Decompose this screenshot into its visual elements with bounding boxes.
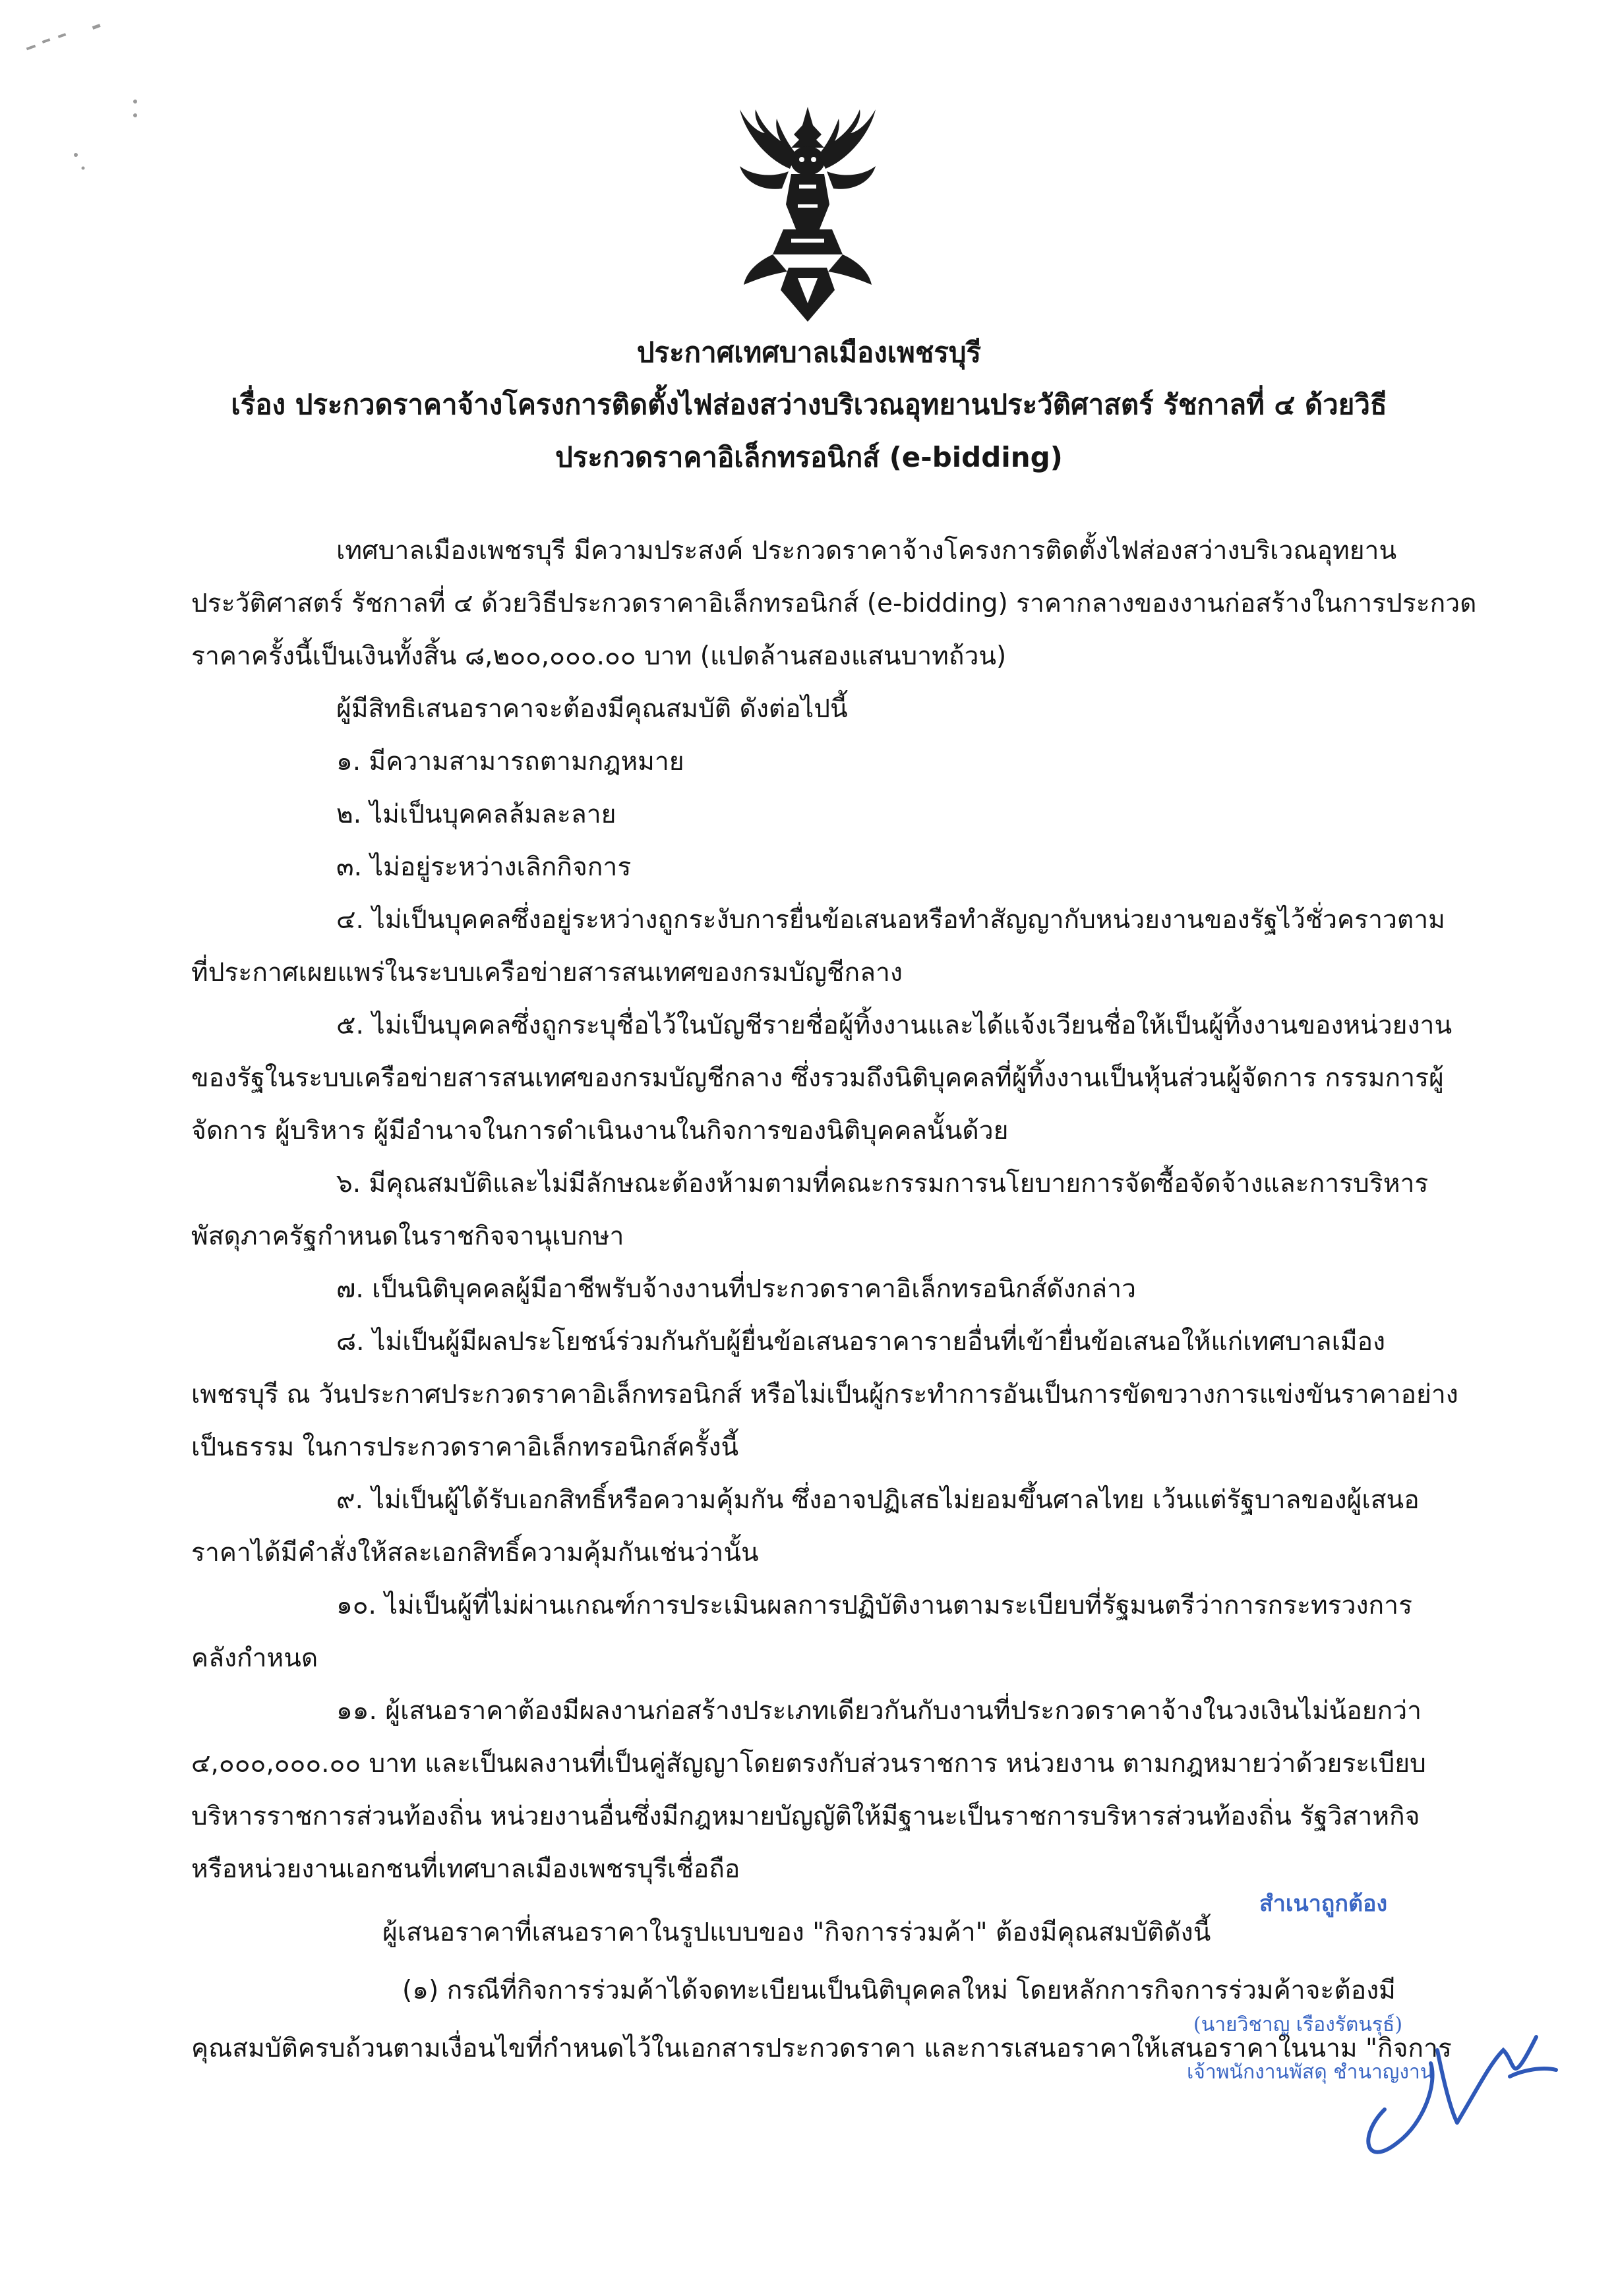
body-line: ราคาได้มีคำสั่งให้สละเอกสิทธิ์ความคุ้มกันเช่นว่านั้น bbox=[191, 1538, 759, 1568]
stamp-position: เจ้าพนักงานพัสดุ ชำนาญงาน bbox=[1187, 2061, 1434, 2084]
stamp-name: (นายวิชาญ เรืองรัตนรุธ์) bbox=[1193, 2013, 1403, 2036]
body-line: ที่ประกาศเผยแพร่ในระบบเครือข่ายสารสนเทศของกรมบัญชีกลาง bbox=[191, 958, 903, 987]
body-line: ผู้เสนอราคาที่เสนอราคาในรูปแบบของ "กิจการร่วมค้า" ต้องมีคุณสมบัติดังนี้ bbox=[382, 1918, 1211, 1947]
list-item: ๓. ไม่อยู่ระหว่างเลิกกิจการ bbox=[336, 852, 632, 882]
body-line: พัสดุภาครัฐกำหนดในราชกิจจานุเบกษา bbox=[191, 1222, 624, 1251]
body-line: เป็นธรรม ในการประกวดราคาอิเล็กทรอนิกส์ครั้งนี้ bbox=[191, 1432, 739, 1462]
body-line: ประวัติศาสตร์ รัชกาลที่ ๔ ด้วยวิธีประกวดราคาอิเล็กทรอนิกส์ (e-bidding) ราคากลางของงานก่อสร้างในการประกวด bbox=[191, 589, 1477, 618]
list-item: ๑๑. ผู้เสนอราคาต้องมีผลงานก่อสร้างประเภทเดียวกันกับงานที่ประกวดราคาจ้างในวงเงินไม่น้อยกว่า bbox=[336, 1696, 1422, 1726]
list-item: ๖. มีคุณสมบัติและไม่มีลักษณะต้องห้ามตามที่คณะกรรมการนโยบายการจัดซื้อจัดจ้างและการบริหาร bbox=[336, 1169, 1429, 1198]
body-line: คุณสมบัติครบถ้วนตามเงื่อนไขที่กำหนดไว้ในเอกสารประกวดราคา และการเสนอราคาให้เสนอราคาในนาม "กิจการ bbox=[191, 2034, 1452, 2063]
list-item: ๑. มีความสามารถตามกฎหมาย bbox=[336, 747, 684, 777]
body-line: เทศบาลเมืองเพชรบุรี มีความประสงค์ ประกวดราคาจ้างโครงการติดตั้งไฟส่องสว่างบริเวณอุทยาน bbox=[336, 536, 1397, 566]
body-line: จัดการ ผู้บริหาร ผู้มีอำนาจในการดำเนินงานในกิจการของนิติบุคคลนั้นด้วย bbox=[191, 1116, 1009, 1146]
issuer-title: ประกาศเทศบาลเมืองเพชรบุรี bbox=[636, 336, 982, 368]
list-item: ๑๐. ไม่เป็นผู้ที่ไม่ผ่านเกณฑ์การประเมินผลการปฏิบัติงานตามระเบียบที่รัฐมนตรีว่าการกระทรวงการ bbox=[336, 1591, 1413, 1620]
list-item: ๗. เป็นนิติบุคคลผู้มีอาชีพรับจ้างงานที่ประกวดราคาอิเล็กทรอนิกส์ดังกล่าว bbox=[336, 1274, 1136, 1304]
list-item: ๙. ไม่เป็นผู้ได้รับเอกสิทธิ์หรือความคุ้มกัน ซึ่งอาจปฏิเสธไม่ยอมขึ้นศาลไทย เว้นแต่รัฐบาลของผู้เสนอ bbox=[336, 1485, 1420, 1515]
certified-stamp: สำเนาถูกต้อง bbox=[1259, 1891, 1388, 1917]
body-line: หรือหน่วยงานเอกชนที่เทศบาลเมืองเพชรบุรีเชื่อถือ bbox=[191, 1854, 740, 1884]
list-item: ๒. ไม่เป็นบุคคลล้มละลาย bbox=[336, 800, 616, 829]
body-line: ของรัฐในระบบเครือข่ายสารสนเทศของกรมบัญชีกลาง ซึ่งรวมถึงนิติบุคคลที่ผู้ทิ้งงานเป็นหุ้นส่วนผู้จัดการ กรรมการผู้ bbox=[191, 1063, 1444, 1093]
list-item: (๑) กรณีที่กิจการร่วมค้าได้จดทะเบียนเป็นนิติบุคคลใหม่ โดยหลักการกิจการร่วมค้าจะต้องมี bbox=[402, 1976, 1396, 2005]
list-item: ๕. ไม่เป็นบุคคลซึ่งถูกระบุชื่อไว้ในบัญชีรายชื่อผู้ทิ้งงานและได้แจ้งเวียนชื่อให้เป็นผู้ทิ้งงานของหน่วยงาน bbox=[336, 1011, 1453, 1040]
subject-line-2: ประกวดราคาอิเล็กทรอนิกส์ (e-bidding) bbox=[555, 441, 1063, 473]
list-item: ๘. ไม่เป็นผู้มีผลประโยชน์ร่วมกันกับผู้ยื่นข้อเสนอราคารายอื่นที่เข้ายื่นข้อเสนอให้แก่เทศบาลเมือง bbox=[336, 1327, 1386, 1357]
garuda-emblem-icon bbox=[725, 105, 890, 323]
body-line: ๔,๐๐๐,๐๐๐.๐๐ บาท และเป็นผลงานที่เป็นคู่สัญญาโดยตรงกับส่วนราชการ หน่วยงาน ตามกฎหมายว่าด้วยระเบียบ bbox=[191, 1749, 1426, 1779]
body-line: คลังกำหนด bbox=[191, 1643, 318, 1673]
signature bbox=[1345, 2011, 1569, 2175]
body-line: เพชรบุรี ณ วันประกาศประกวดราคาอิเล็กทรอนิกส์ หรือไม่เป็นผู้กระทำการอันเป็นการขัดขวางการแข่งขันราคาอย่าง bbox=[191, 1380, 1458, 1409]
scan-noise bbox=[20, 20, 165, 178]
list-item: ๔. ไม่เป็นบุคคลซึ่งอยู่ระหว่างถูกระงับการยื่นข้อเสนอหรือทำสัญญากับหน่วยงานของรัฐไว้ชั่วคราวตาม bbox=[336, 905, 1445, 935]
body-line: ผู้มีสิทธิเสนอราคาจะต้องมีคุณสมบัติ ดังต่อไปนี้ bbox=[336, 694, 848, 724]
subject-line-1: เรื่อง ประกวดราคาจ้างโครงการติดตั้งไฟส่องสว่างบริเวณอุทยานประวัติศาสตร์ รัชกาลที่ ๔ ด้วยวิธี bbox=[231, 388, 1387, 421]
body-line: ราคาครั้งนี้เป็นเงินทั้งสิ้น ๘,๒๐๐,๐๐๐.๐๐ บาท (แปดล้านสองแสนบาทถ้วน) bbox=[191, 641, 1007, 671]
body-line: บริหารราชการส่วนท้องถิ่น หน่วยงานอื่นซึ่งมีกฎหมายบัญญัติให้มีฐานะเป็นราชการบริหารส่วนท้องถิ่น รัฐวิสาหกิจ bbox=[191, 1802, 1420, 1831]
